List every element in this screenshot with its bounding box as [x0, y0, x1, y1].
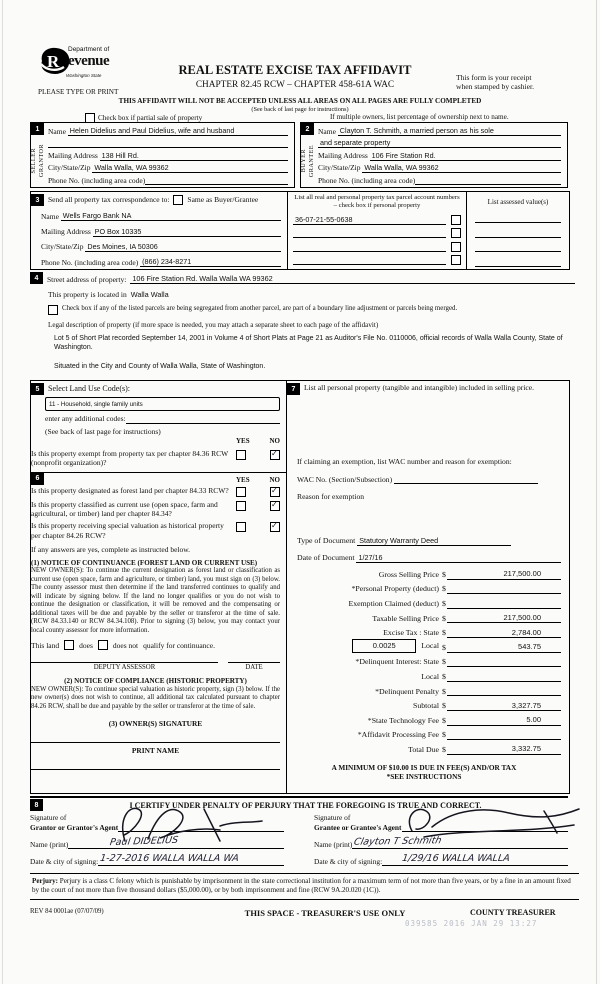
corr-phone-label: Phone No. (including area code): [41, 257, 139, 267]
personal-property-checkbox-4[interactable]: [451, 255, 461, 265]
land-use-code-value: 11 - Household, single family units: [49, 401, 143, 408]
reason-exemption-label: Reason for exemption: [297, 492, 365, 502]
minimum-due-note: A MINIMUM OF $10.00 IS DUE IN FEE(S) AND/OR TAX: [331, 762, 517, 772]
current-use-no-checkbox[interactable]: ✓: [270, 501, 280, 511]
notice1-body: NEW OWNER(S): To continue the current designation as forest land or classification as current use (open space, farm and agriculture, or timber) land, you must sign on (3) below. The county assessor must then determine if the land transferred continues to qualify and will indicate by signing below. If the land no longer qualifies or you do not wish to continue the designation or classification, it will be removed and the compensating or additional taxes will be due and payable by the seller or transferor at the time of sale. (RCW 84.33.140 or RCW 84.34.108). Prior to signing (3) below, you may contact your local county assessor for more information.: [31, 567, 280, 634]
buyer-box: [300, 122, 568, 188]
excise-tax-state-value: 2,784.00: [447, 628, 561, 638]
treasurer-use-only-label: THIS SPACE - TREASURER'S USE ONLY: [244, 908, 406, 918]
does-checkbox[interactable]: [64, 640, 74, 650]
form-subtitle: CHAPTER 82.45 RCW – CHAPTER 458-61A WAC: [195, 80, 395, 90]
print-name-label: PRINT NAME: [131, 746, 180, 756]
notice2-body: NEW OWNER(S): To continue special valuation as historic property, sign (3) below. If the new owner(s) does not wish to continue, all additional tax calculated pursuant to chapter 84.26 RCW, shall be due and payable by the seller or transferor at the time of sale.: [31, 685, 280, 710]
assessed-value-blank-1: [475, 209, 561, 224]
correspondence-box: [30, 191, 570, 270]
type-of-document-value: Statutory Warranty Deed: [357, 536, 511, 546]
please-type-label: PLEASE TYPE OR PRINT: [38, 88, 119, 96]
fee-row-affidavit-processing-fee: *Affidavit Processing Fee $: [287, 726, 561, 741]
grantor-side-label: GRANTOR: [37, 144, 45, 178]
revenue-logo-icon: [38, 46, 72, 76]
section-7-chip: 7: [287, 383, 300, 395]
assessed-value-blank-2: [475, 223, 561, 238]
fee-row-gross: Gross Selling Price $ 217,500.00: [287, 565, 561, 580]
taxable-selling-price-value: 217,500.00: [447, 613, 561, 623]
corr-name-value: Wells Fargo Bank NA: [61, 211, 281, 221]
does-not-label: does not: [112, 640, 139, 650]
form-rev-number: REV 84 0001ae (07/07/09): [30, 908, 104, 915]
forest-question: Is this property designated as forest land per chapter 84.33 RCW?: [31, 485, 229, 495]
gross-selling-price-value: 217,500.00: [447, 569, 561, 579]
section5-see-back: (See back of last page for instructions): [45, 426, 161, 436]
forest-yes-checkbox[interactable]: [236, 487, 246, 497]
historic-no-checkbox[interactable]: ✓: [270, 522, 280, 532]
buyer-name2-value: and separate property: [318, 138, 561, 148]
fee-row-delinquent-interest-state: *Delinquent Interest: State $: [287, 653, 561, 668]
section-6-chip: 6: [31, 473, 44, 485]
wac-no-blank: [394, 474, 538, 484]
street-address-value: 106 Fire Station Rd. Walla Walla WA 99362: [130, 274, 575, 284]
grantee-name-print-label: Name (print): [314, 839, 353, 849]
personal-property-checkbox-3[interactable]: [451, 242, 461, 252]
qualify-label: qualify for continuance.: [143, 640, 215, 650]
not-accepted-notice: THIS AFFIDAVIT WILL NOT BE ACCEPTED UNLESS ALL AREAS ON ALL PAGES ARE FULLY COMPLETED: [118, 97, 482, 105]
section5-no-header: NO: [269, 437, 280, 446]
perjury-body: Perjury is a class C felony which is punishable by imprisonment in the state correctional institution for a maximum term of not more than five years, or by a fine in an amount fixed by the court of not more than five thousand dollars ($5,000.00), or by both imprisonment and fine (RCW 9A.20.020 (1C)).: [32, 877, 571, 894]
perjury-label: Perjury:: [32, 877, 58, 885]
send-correspondence-label: Send all property tax correspondence to:: [48, 195, 170, 205]
partial-sale-label: Check box if partial sale of property: [98, 113, 203, 122]
fee-row-excise-state: Excise Tax : State $ 2,784.00: [287, 623, 561, 638]
grantor-name-print-value: Paul DIDELIUS: [109, 835, 180, 849]
seller-name-value: Helen Didelius and Paul Didelius, wife and husband: [68, 126, 288, 136]
subtotal-value: 3,327.75: [447, 701, 561, 711]
additional-codes-label: enter any additional codes:: [45, 414, 126, 424]
grantee-side-label: GRANTEE: [307, 144, 315, 178]
seller-phone-label: Phone No. (including area code): [48, 175, 146, 185]
seller-box: [30, 122, 295, 188]
parcel-number-blank-4: [293, 255, 446, 265]
cashier-date-stamp: 039585 2016 JAN 29 13:27: [405, 919, 538, 928]
seller-addr-value: 138 Hill Rd.: [100, 151, 288, 161]
logo-revenue-text: evenue: [68, 53, 110, 70]
assessed-value-blank-3: [475, 238, 561, 253]
see-instructions-note: *SEE INSTRUCTIONS: [386, 771, 462, 781]
corr-name-label: Name: [41, 211, 59, 221]
buyer-addr-label: Mailing Address: [318, 151, 368, 161]
same-as-buyer-checkbox[interactable]: [173, 195, 183, 205]
located-in-value: Walla Walla: [130, 290, 169, 299]
receipt-note: [456, 73, 568, 92]
corr-addr-label: Mailing Address: [41, 227, 91, 237]
buyer-city-label: City/State/Zip: [318, 163, 361, 173]
fee-row-state-technology-fee: *State Technology Fee $ 5.00: [287, 711, 561, 726]
section-5-chip: 5: [31, 383, 44, 395]
grantee-date-city-value: 1/29/16 WALLA WALLA: [401, 853, 511, 865]
fee-row-taxable: Taxable Selling Price $ 217,500.00: [287, 609, 561, 624]
section5-yes-header: YES: [236, 437, 250, 446]
corr-city-label: City/State/Zip: [41, 242, 84, 252]
section6-yes-header: YES: [236, 475, 250, 484]
parcel-number-blank-3: [293, 242, 446, 252]
parcel-number-value: 36-07-21-55-0638: [293, 215, 446, 225]
this-land-label: This land: [31, 640, 60, 650]
exempt-yes-checkbox[interactable]: [236, 450, 246, 460]
form-title: REAL ESTATE EXCISE TAX AFFIDAVIT: [178, 63, 412, 77]
seller-city-label: City/State/Zip: [48, 163, 91, 173]
fee-row-exemption: Exemption Claimed (deduct) $: [287, 594, 561, 609]
section-1-chip: 1: [31, 123, 44, 135]
dor-logo: [38, 46, 138, 79]
print-name-blank: [31, 769, 280, 770]
grantee-name-print-value: Clayton T Schmith: [353, 835, 443, 849]
land-use-code-box[interactable]: [45, 397, 280, 411]
assessed-value-blank-4: [475, 252, 561, 267]
historic-question: Is this property receiving special valuation as historical property per chapter 84.26 RCW?: [31, 521, 224, 540]
section-2-chip: 2: [301, 123, 314, 135]
seller-addr-label: Mailing Address: [48, 151, 98, 161]
seller-phone-value: [145, 175, 288, 185]
total-due-value: 3,332.75: [447, 744, 561, 754]
assessed-values-header: List assessed value(s): [487, 198, 549, 206]
date-of-document-label: Date of Document: [297, 553, 355, 563]
exempt-no-checkbox[interactable]: ✓: [270, 450, 280, 460]
wac-no-label: WAC No. (Section/Subsection): [297, 475, 393, 484]
date-of-document-value: 1/27/16: [356, 553, 561, 563]
fee-row-total-due: Total Due $ 3,332.75: [287, 740, 561, 755]
logo-r: R: [47, 52, 60, 71]
date-line: DATE: [228, 662, 280, 672]
fee-row-personal: *Personal Property (deduct) $: [287, 580, 561, 595]
parcel-number-blank-2: [293, 228, 446, 238]
historic-yes-checkbox[interactable]: [236, 522, 246, 532]
local-rate-box: 0.0025: [352, 639, 416, 653]
segregated-checkbox[interactable]: [48, 305, 58, 315]
middle-columns: [30, 380, 570, 794]
exempt-question: Is this property exempt from property tax per chapter 84.36 RCW (nonprofit organization)?: [31, 448, 229, 468]
personal-property-checkbox-2[interactable]: [451, 228, 461, 238]
buyer-name-label: Name: [318, 126, 336, 136]
seller-side-label: SELLER: [29, 148, 37, 174]
additional-codes-blank: [126, 414, 280, 424]
does-label: does: [79, 640, 93, 650]
grantor-agent-label: Grantor or Grantor's Agent: [30, 823, 119, 832]
corr-city-value: Des Moines, IA 50306: [85, 242, 281, 252]
section-8-chip: 8: [30, 799, 43, 811]
seller-name2-value: [48, 138, 288, 148]
deputy-assessor-line: DEPUTY ASSESSOR: [31, 662, 218, 672]
forest-no-checkbox[interactable]: ✓: [270, 487, 280, 497]
fee-row-delinquent-penalty: *Delinquent Penalty $: [287, 682, 561, 697]
receipt-note-line1: This form is your receipt: [456, 73, 532, 82]
fee-row-local: 0.0025 Local $ 543.75: [287, 638, 561, 653]
buyer-phone-label: Phone No. (including area code): [318, 175, 416, 185]
section-4-chip: 4: [30, 272, 43, 284]
owners-signature-blank: [31, 742, 280, 743]
grantor-date-city-value: 1-27-2016 WALLA WALLA WA: [99, 853, 240, 865]
multiple-owners-note: If multiple owners, list percentage of ownership next to name.: [330, 113, 509, 121]
same-as-buyer-label: Same as Buyer/Grantee: [187, 195, 259, 205]
buyer-side-label: BUYER: [299, 149, 307, 173]
personal-property-instruction: List all personal property (tangible and intangible) included in selling price.: [304, 383, 535, 392]
grantee-sig-of-label: Signature of: [314, 813, 351, 822]
fee-row-delinquent-interest-local: Local $: [287, 667, 561, 682]
seller-name-label: Name: [48, 126, 66, 136]
segregated-label: Check box if any of the listed parcels are being segregated from another parcel, are part of a boundary line adjustment or parcels being merged.: [62, 305, 458, 313]
grantor-date-city-label: Date & city of signing:: [30, 856, 99, 866]
current-use-question: Is this property classified as current use (open space, farm and agricultural, or timber) land per chapter 84.34?: [31, 499, 218, 518]
notice2-title: (2) NOTICE OF COMPLIANCE (HISTORIC PROPERTY): [64, 676, 247, 685]
grantor-name-print-label: Name (print): [30, 839, 69, 849]
personal-property-checkbox-1[interactable]: [451, 215, 461, 225]
buyer-name-value: Clayton T. Schmith, a married person as his sole: [338, 126, 561, 136]
receipt-note-line2: when stamped by cashier.: [456, 82, 535, 92]
situated-text: Situated in the City and County of Walla Walla, State of Washington.: [54, 362, 266, 370]
street-address-label: Street address of property:: [47, 274, 127, 284]
claiming-exemption-label: If claiming an exemption, list WAC number and reason for exemption:: [297, 457, 512, 466]
parcel-numbers-header: List all real and personal property tax parcel account numbers – check box if personal property: [294, 194, 460, 210]
type-of-document-label: Type of Document: [297, 536, 356, 546]
grantor-sig-of-label: Signature of: [30, 813, 67, 822]
does-not-checkbox[interactable]: [98, 640, 108, 650]
grantee-agent-label: Grantee or Grantee's Agent: [314, 823, 402, 832]
corr-addr-value: PO Box 10335: [93, 227, 281, 237]
corr-phone-value: (866) 234-8271: [140, 257, 281, 267]
grantee-date-city-label: Date & city of signing:: [314, 856, 383, 866]
legal-description-label: Legal description of property (if more space is needed, you may attach a separate sheet to each page of the affidavit): [48, 321, 379, 330]
section-3-chip: 3: [31, 194, 44, 206]
logo-state-text: Washington State: [66, 73, 102, 78]
if-yes-note: If any answers are yes, complete as instructed below.: [31, 545, 191, 555]
notice1-title: (1) NOTICE OF CONTINUANCE (FOREST LAND OR CURRENT USE): [31, 558, 258, 567]
located-in-label: This property is located in: [48, 290, 127, 299]
certify-statement: I CERTIFY UNDER PENALTY OF PERJURY THAT THE FOREGOING IS TRUE AND CORRECT.: [129, 801, 482, 810]
buyer-phone-value: [415, 175, 561, 185]
county-treasurer-label: COUNTY TREASURER: [470, 908, 556, 917]
logo-dept-text: Department of: [68, 46, 110, 53]
land-use-title: Select Land Use Code(s):: [48, 384, 130, 393]
excise-tax-local-value: 543.75: [447, 642, 561, 652]
owners-signature-label: (3) OWNER(S) SIGNATURE: [108, 719, 203, 729]
current-use-yes-checkbox[interactable]: [236, 501, 246, 511]
buyer-city-value: Walla Walla, WA 99362: [362, 163, 561, 173]
fee-row-subtotal: Subtotal $ 3,327.75: [287, 696, 561, 711]
section6-no-header: NO: [269, 475, 280, 484]
state-technology-fee-value: 5.00: [447, 715, 561, 725]
seller-city-value: Walla Walla, WA 99362: [92, 163, 288, 173]
buyer-addr-value: 106 Fire Station Rd.: [370, 151, 561, 161]
legal-description-text: Lot 5 of Short Plat recorded September 14, 2001 in Volume 4 of Short Plats at Page 21 as Auditor's File No. 0110006, official records of Walla Walla County, State of Washington.: [54, 335, 563, 351]
see-back-note: (See back of last page for instructions): [251, 106, 349, 113]
